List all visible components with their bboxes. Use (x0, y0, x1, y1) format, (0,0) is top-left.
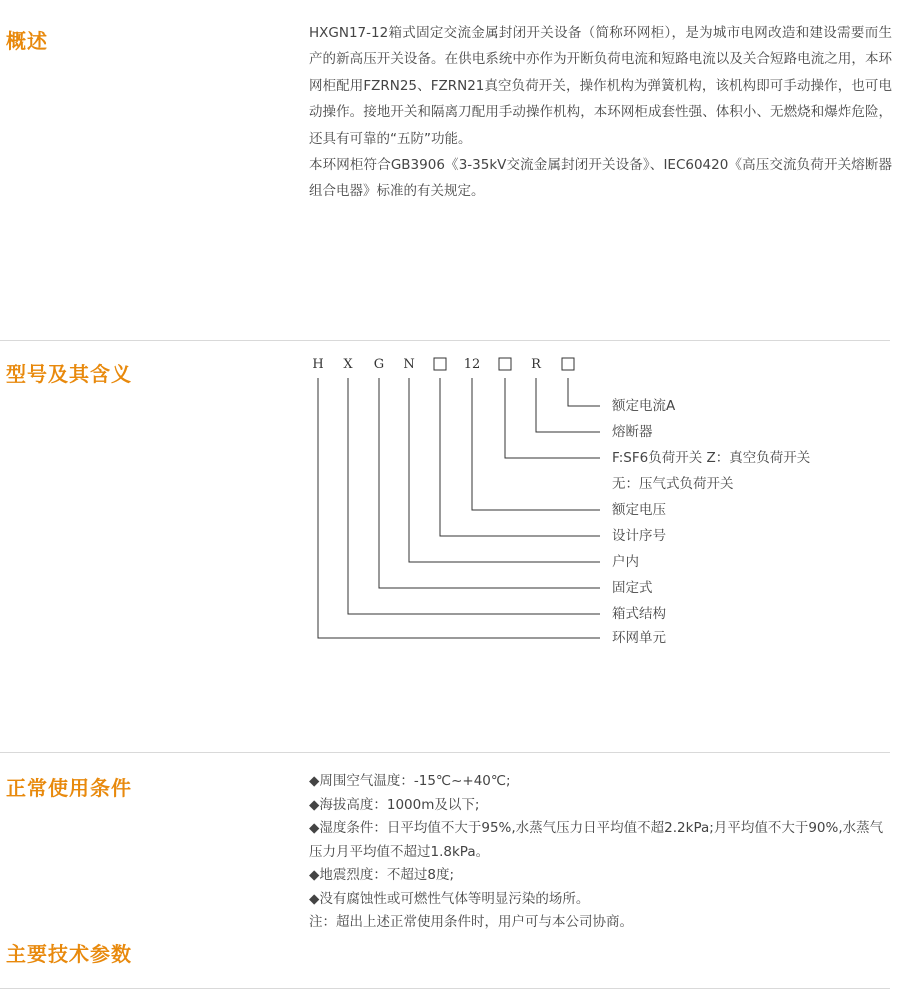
model-code-meaning: 户内 (612, 554, 639, 570)
model-code-meaning: 设计序号 (612, 528, 666, 544)
model-code-meaning: 额定电压 (612, 502, 666, 518)
model-code-connector-line (379, 378, 600, 588)
condition-item-seismic: ◆地震烈度：不超过8度; (309, 867, 455, 883)
model-code-meanings (612, 397, 811, 646)
model-code-meaning: 环网单元 (612, 630, 666, 646)
overview-paragraph-2: 本环网柜符合GB3906《3-35kV交流金属封闭开关设备》、IEC60420《高压交流负荷开关熔断器组合电器》标准的有关规定。 (309, 157, 892, 200)
divider (0, 988, 890, 989)
section-title-overview: 概述 (6, 29, 48, 53)
model-code-meaning: 熔断器 (612, 424, 653, 440)
model-code-connector-line (568, 378, 600, 406)
model-code-letter: R (531, 357, 541, 372)
model-code-letter: N (403, 357, 415, 372)
condition-item-temperature: ◆周围空气温度：-15℃~+40℃; (309, 773, 511, 789)
model-code-letter: G (373, 357, 385, 372)
condition-item-altitude: ◆海拔高度：1000m及以下; (309, 796, 480, 813)
divider (0, 340, 890, 341)
condition-item-humidity: ◆湿度条件：日平均值不大于95%,水蒸气压力日平均值不超2.2kPa;月平均值不大于90%,水蒸气压力月平均值不超过1.8kPa。 (309, 820, 884, 860)
divider (0, 752, 890, 753)
model-code-connector-line (318, 378, 600, 638)
model-code-connector-line (505, 378, 600, 458)
model-code-placeholder-box (499, 358, 511, 370)
model-code-meaning: 无：压气式负荷开关 (612, 476, 734, 492)
model-code-meaning: F:SF6负荷开关 Z：真空负荷开关 (612, 450, 811, 466)
model-code-placeholder-box (562, 358, 574, 370)
model-code-letter: H (312, 357, 324, 372)
model-code-row (312, 357, 574, 372)
model-code-placeholder-box (434, 358, 446, 370)
section-title-model: 型号及其含义 (6, 362, 132, 386)
model-code-letter: 12 (463, 357, 481, 372)
model-code-diagram (300, 350, 900, 660)
condition-item-pollution: ◆没有腐蚀性或可燃性气体等明显污染的场所。 (309, 890, 590, 907)
section-title-conditions: 正常使用条件 (6, 776, 132, 800)
section-title-params: 主要技术参数 (6, 942, 132, 966)
model-code-meaning: 额定电流A (612, 398, 676, 414)
overview-paragraph-1: HXGN17-12箱式固定交流金属封闭开关设备（简称环网柜），是为城市电网改造和建设需要而生产的新高压开关设备。在供电系统中亦作为开断负荷电流和短路电流以及关合短路电流之用，本环网柜配用FZRN25、FZRN21真空负荷开关，操作机构为弹簧机构，该机构即可手动操作，也可电动操作。接地开关和隔离刀配用手动操作机构，本环网柜成套性强、体积小、无燃烧和爆炸危险，还具有可靠的“五防”功能。 (309, 25, 892, 147)
overview-text (309, 20, 892, 205)
conditions-list (309, 770, 894, 935)
model-code-letter: X (343, 357, 353, 372)
model-code-connector-line (348, 378, 600, 614)
model-code-connectors (318, 378, 600, 638)
model-code-meaning: 箱式结构 (612, 606, 666, 622)
model-code-meaning: 固定式 (612, 580, 653, 596)
model-code-connector-line (440, 378, 600, 536)
condition-note: 注：超出上述正常使用条件时，用户可与本公司协商。 (309, 914, 633, 930)
